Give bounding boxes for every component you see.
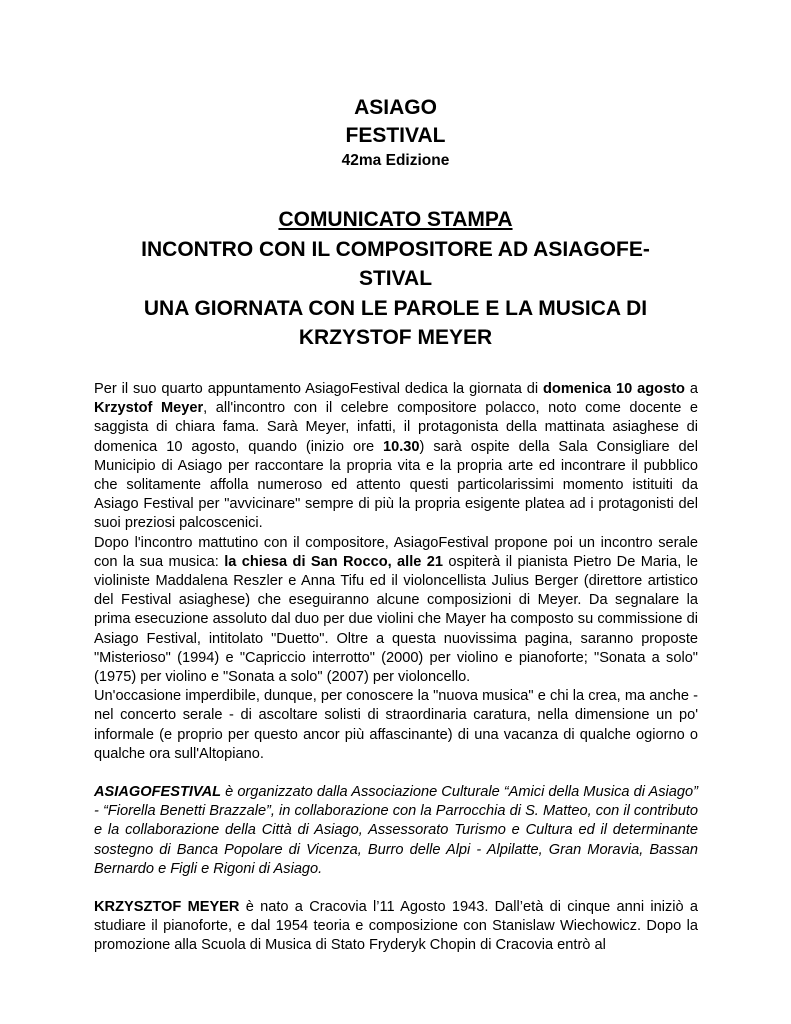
press-release-body [94,380,698,956]
headline-line1: INCONTRO CON IL COMPOSITORE AD ASIAGOFE- [141,237,650,261]
paragraph-text: è nato a Cracovia l’11 Agosto 1943. Dall’età di cinque anni iniziò a studiare il pianoforte, e dal 1954 teoria e composizione con Stanislaw Wiechowicz. Dopo la promozione alla Scuola di Musica di Stato Fryderyk Chopin di Cracovia entrò al [94,899,698,954]
concert-venue-time: la chiesa di San Rocco, alle 21 [224,553,443,570]
paragraph-organizers [94,783,698,879]
event-date: domenica 10 agosto [542,381,685,397]
press-release-headline [100,205,691,353]
paragraph-text: Per il suo quarto appuntamento AsiagoFestival dedica la giornata di [94,381,543,397]
headline-line4: KRZYSTOF MEYER [298,326,493,349]
festival-edition: 42ma Edizione [341,152,450,169]
paragraph-occasion: Un'occasione imperdibile, dunque, per conoscere la "nuova musica" e chi la crea, ma anche - nel concerto serale - di ascoltare solisti di straordinaria caratura, nella dimensione un po' informale (e proprio per questo ancor più affascinante) di una vacanza di qualche ogiorno o qualche ora sull'Altopiano. [94,688,698,762]
paragraph-evening-concert [94,534,698,688]
comunicato-stampa-heading: COMUNICATO STAMPA [278,208,513,231]
paragraph-spacer [94,764,698,783]
paragraph-text: ospiterà il pianista Pietro De Maria, le violiniste Maddalena Reszler e Anna Tifu ed il violoncellista Julius Berger (direttore artistico del Festival asiaghese) che eseguiranno alcune composizioni di Meyer. Da segnalare la prima esecuzione assoluto dal duo per due violini che Mayer ha composto su commissione di Asiago Festival, intitolato "Duetto". Oltre a questa nuovissima pagina, saranno proposte "Misterioso" (1994) e "Capriccio interrotto" (2000) per violino e pianoforte; "Sonata a solo" (1975) per violino e "Sonata a solo" (2007) per violoncello. [94,553,698,686]
headline-line2: STIVAL [358,267,433,290]
event-time: 10.30 [383,438,420,455]
paragraph-text: è organizzato dalla Associazione Culturale “Amici della Musica di Asiago” - “Fiorella Benetti Brazzale”, in collaborazione con la Parrocchia di S. Matteo, con il contributo e la collaborazione della Città di Asiago, Assessorato Turismo e Cultura ed il determinante sostegno di Banca Popolare di Vicenza, Burro delle Alpi - Alpilatte, Gran Moravia, Bassan Bernardo e Figli e Rigoni di Asiago. [94,784,698,877]
composer-name: Krzystof Meyer [94,400,204,417]
paragraph-text: ) sarà ospite della Sala Consigliare del Municipio di Asiago per raccontare la propria vita e la propria arte ed incontrare il pubblico che solitamente affolla numeroso ed attento questi particolarissimi momento istituiti da Asiago Festival per "avvicinare" sempre di più la propria esigente platea ad i protagonisti del suoi preziosi palcoscenici. [94,438,698,532]
paragraph-morning-event [94,380,698,534]
biography-name: KRZYSZTOF MEYER [94,899,240,916]
festival-name-bold: ASIAGOFESTIVAL [94,784,222,801]
paragraph-spacer [94,879,698,898]
festival-title-line2: FESTIVAL [345,124,446,147]
paragraph-biography [94,898,698,956]
festival-title-line1: ASIAGO [354,96,437,119]
paragraph-text: , all'incontro con il celebre compositore polacco, noto come docente e saggista di chiara fama. Sarà Meyer, infatti, il protagonista della mattinata asiaghese di domenica 10 agosto, quando (inizio ore [94,400,698,455]
paragraph-text: Dopo l'incontro mattutino con il compositore, AsiagoFestival propone poi un incontro serale con la sua musica: [94,534,698,570]
paragraph-text: a [684,381,699,397]
headline-line3: UNA GIORNATA CON LE PAROLE E LA MUSICA DI [143,296,648,320]
